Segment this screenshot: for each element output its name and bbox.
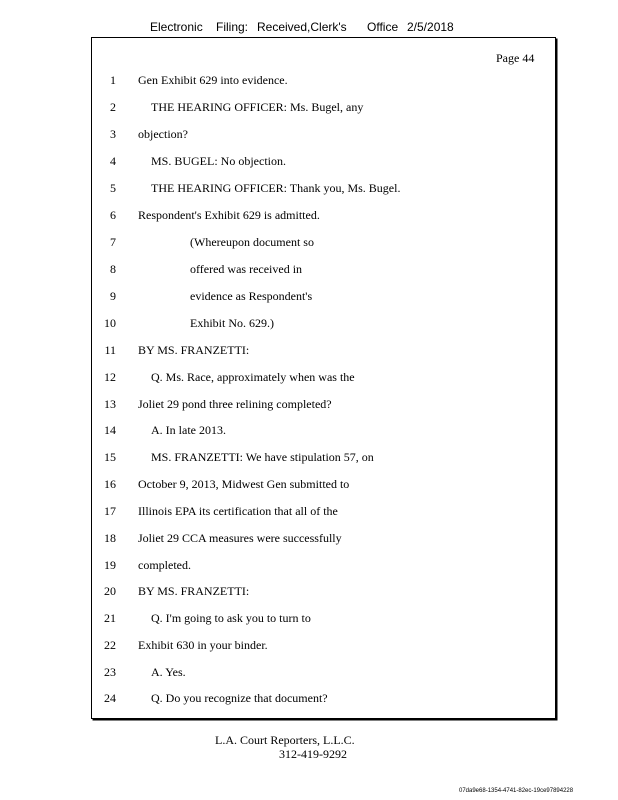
line-text: Q. Do you recognize that document? (151, 691, 328, 705)
header-filing: Filing: (216, 20, 249, 34)
line-number: 9 (110, 289, 116, 303)
line-text: Q. Ms. Race, approximately when was the (151, 370, 355, 384)
line-number: 8 (110, 262, 116, 276)
court-reporter-phone: 312-419-9292 (279, 747, 347, 761)
transcript-line (0, 449, 618, 465)
transcript-line (0, 690, 618, 706)
header-date: 2/5/2018 (407, 20, 454, 34)
page-number: Page 44 (496, 51, 535, 65)
line-number: 11 (104, 343, 116, 357)
line-text: Exhibit No. 629.) (190, 316, 274, 330)
transcript-line (0, 72, 618, 88)
transcript-line (0, 530, 618, 546)
line-text: MS. FRANZETTI: We have stipulation 57, on (151, 450, 374, 464)
line-number: 12 (104, 370, 116, 384)
line-text: Exhibit 630 in your binder. (138, 638, 268, 652)
line-number: 23 (104, 665, 116, 679)
line-number: 21 (104, 611, 116, 625)
transcript-line (0, 342, 618, 358)
line-text: Joliet 29 pond three relining completed? (138, 397, 332, 411)
line-number: 2 (110, 100, 116, 114)
line-text: offered was received in (190, 262, 303, 276)
filing-stamp-header (0, 20, 618, 36)
line-number: 1 (110, 73, 116, 87)
line-number: 19 (104, 558, 116, 572)
line-number: 13 (104, 397, 116, 411)
header-received: Received,Clerk's (257, 20, 347, 34)
transcript-line (0, 315, 618, 331)
transcript-line (0, 126, 618, 142)
transcript-line (0, 396, 618, 412)
transcript-line (0, 583, 618, 599)
line-text: evidence as Respondent's (190, 289, 313, 303)
line-number: 10 (104, 316, 116, 330)
line-number: 4 (110, 154, 116, 168)
line-number: 17 (104, 504, 116, 518)
transcript-line (0, 99, 618, 115)
line-text: Respondent's Exhibit 629 is admitted. (138, 208, 320, 222)
transcript-line (0, 234, 618, 250)
transcript-line (0, 288, 618, 304)
transcript-line (0, 261, 618, 277)
line-text: objection? (138, 127, 188, 141)
line-number: 16 (104, 477, 116, 491)
transcript-line (0, 422, 618, 438)
line-text: (Whereupon document so (190, 235, 314, 249)
transcript-line (0, 610, 618, 626)
header-electronic: Electronic (150, 20, 203, 34)
line-number: 3 (110, 127, 116, 141)
line-text: Joliet 29 CCA measures were successfully (138, 531, 342, 545)
line-number: 5 (110, 181, 116, 195)
line-text: THE HEARING OFFICER: Thank you, Ms. Bugel. (151, 181, 401, 195)
transcript-line (0, 207, 618, 223)
transcript-line (0, 153, 618, 169)
line-text: A. In late 2013. (151, 423, 226, 437)
line-text: October 9, 2013, Midwest Gen submitted to (138, 477, 350, 491)
line-number: 24 (104, 691, 116, 705)
transcript-line (0, 637, 618, 653)
line-text: A. Yes. (151, 665, 186, 679)
transcript-line (0, 664, 618, 680)
line-text: completed. (138, 558, 191, 572)
line-text: THE HEARING OFFICER: Ms. Bugel, any (151, 100, 364, 114)
transcript-line (0, 557, 618, 573)
court-reporter-name: L.A. Court Reporters, L.L.C. (215, 733, 355, 747)
line-text: Illinois EPA its certification that all of the (138, 504, 338, 518)
line-text: MS. BUGEL: No objection. (151, 154, 286, 168)
line-number: 18 (104, 531, 116, 545)
transcript-line (0, 180, 618, 196)
transcript-line (0, 369, 618, 385)
line-text: BY MS. FRANZETTI: (138, 343, 250, 357)
line-text: BY MS. FRANZETTI: (138, 584, 250, 598)
line-number: 14 (104, 423, 116, 437)
document-id: 07da9e68-1354-4741-82ec-19ce97894228 (459, 788, 574, 794)
line-number: 15 (104, 450, 116, 464)
transcript-line (0, 503, 618, 519)
header-office: Office (367, 20, 399, 34)
line-number: 20 (104, 584, 116, 598)
transcript-line (0, 476, 618, 492)
line-number: 6 (110, 208, 116, 222)
line-number: 7 (110, 235, 116, 249)
line-text: Gen Exhibit 629 into evidence. (138, 73, 288, 87)
line-text: Q. I'm going to ask you to turn to (151, 611, 311, 625)
line-number: 22 (104, 638, 116, 652)
